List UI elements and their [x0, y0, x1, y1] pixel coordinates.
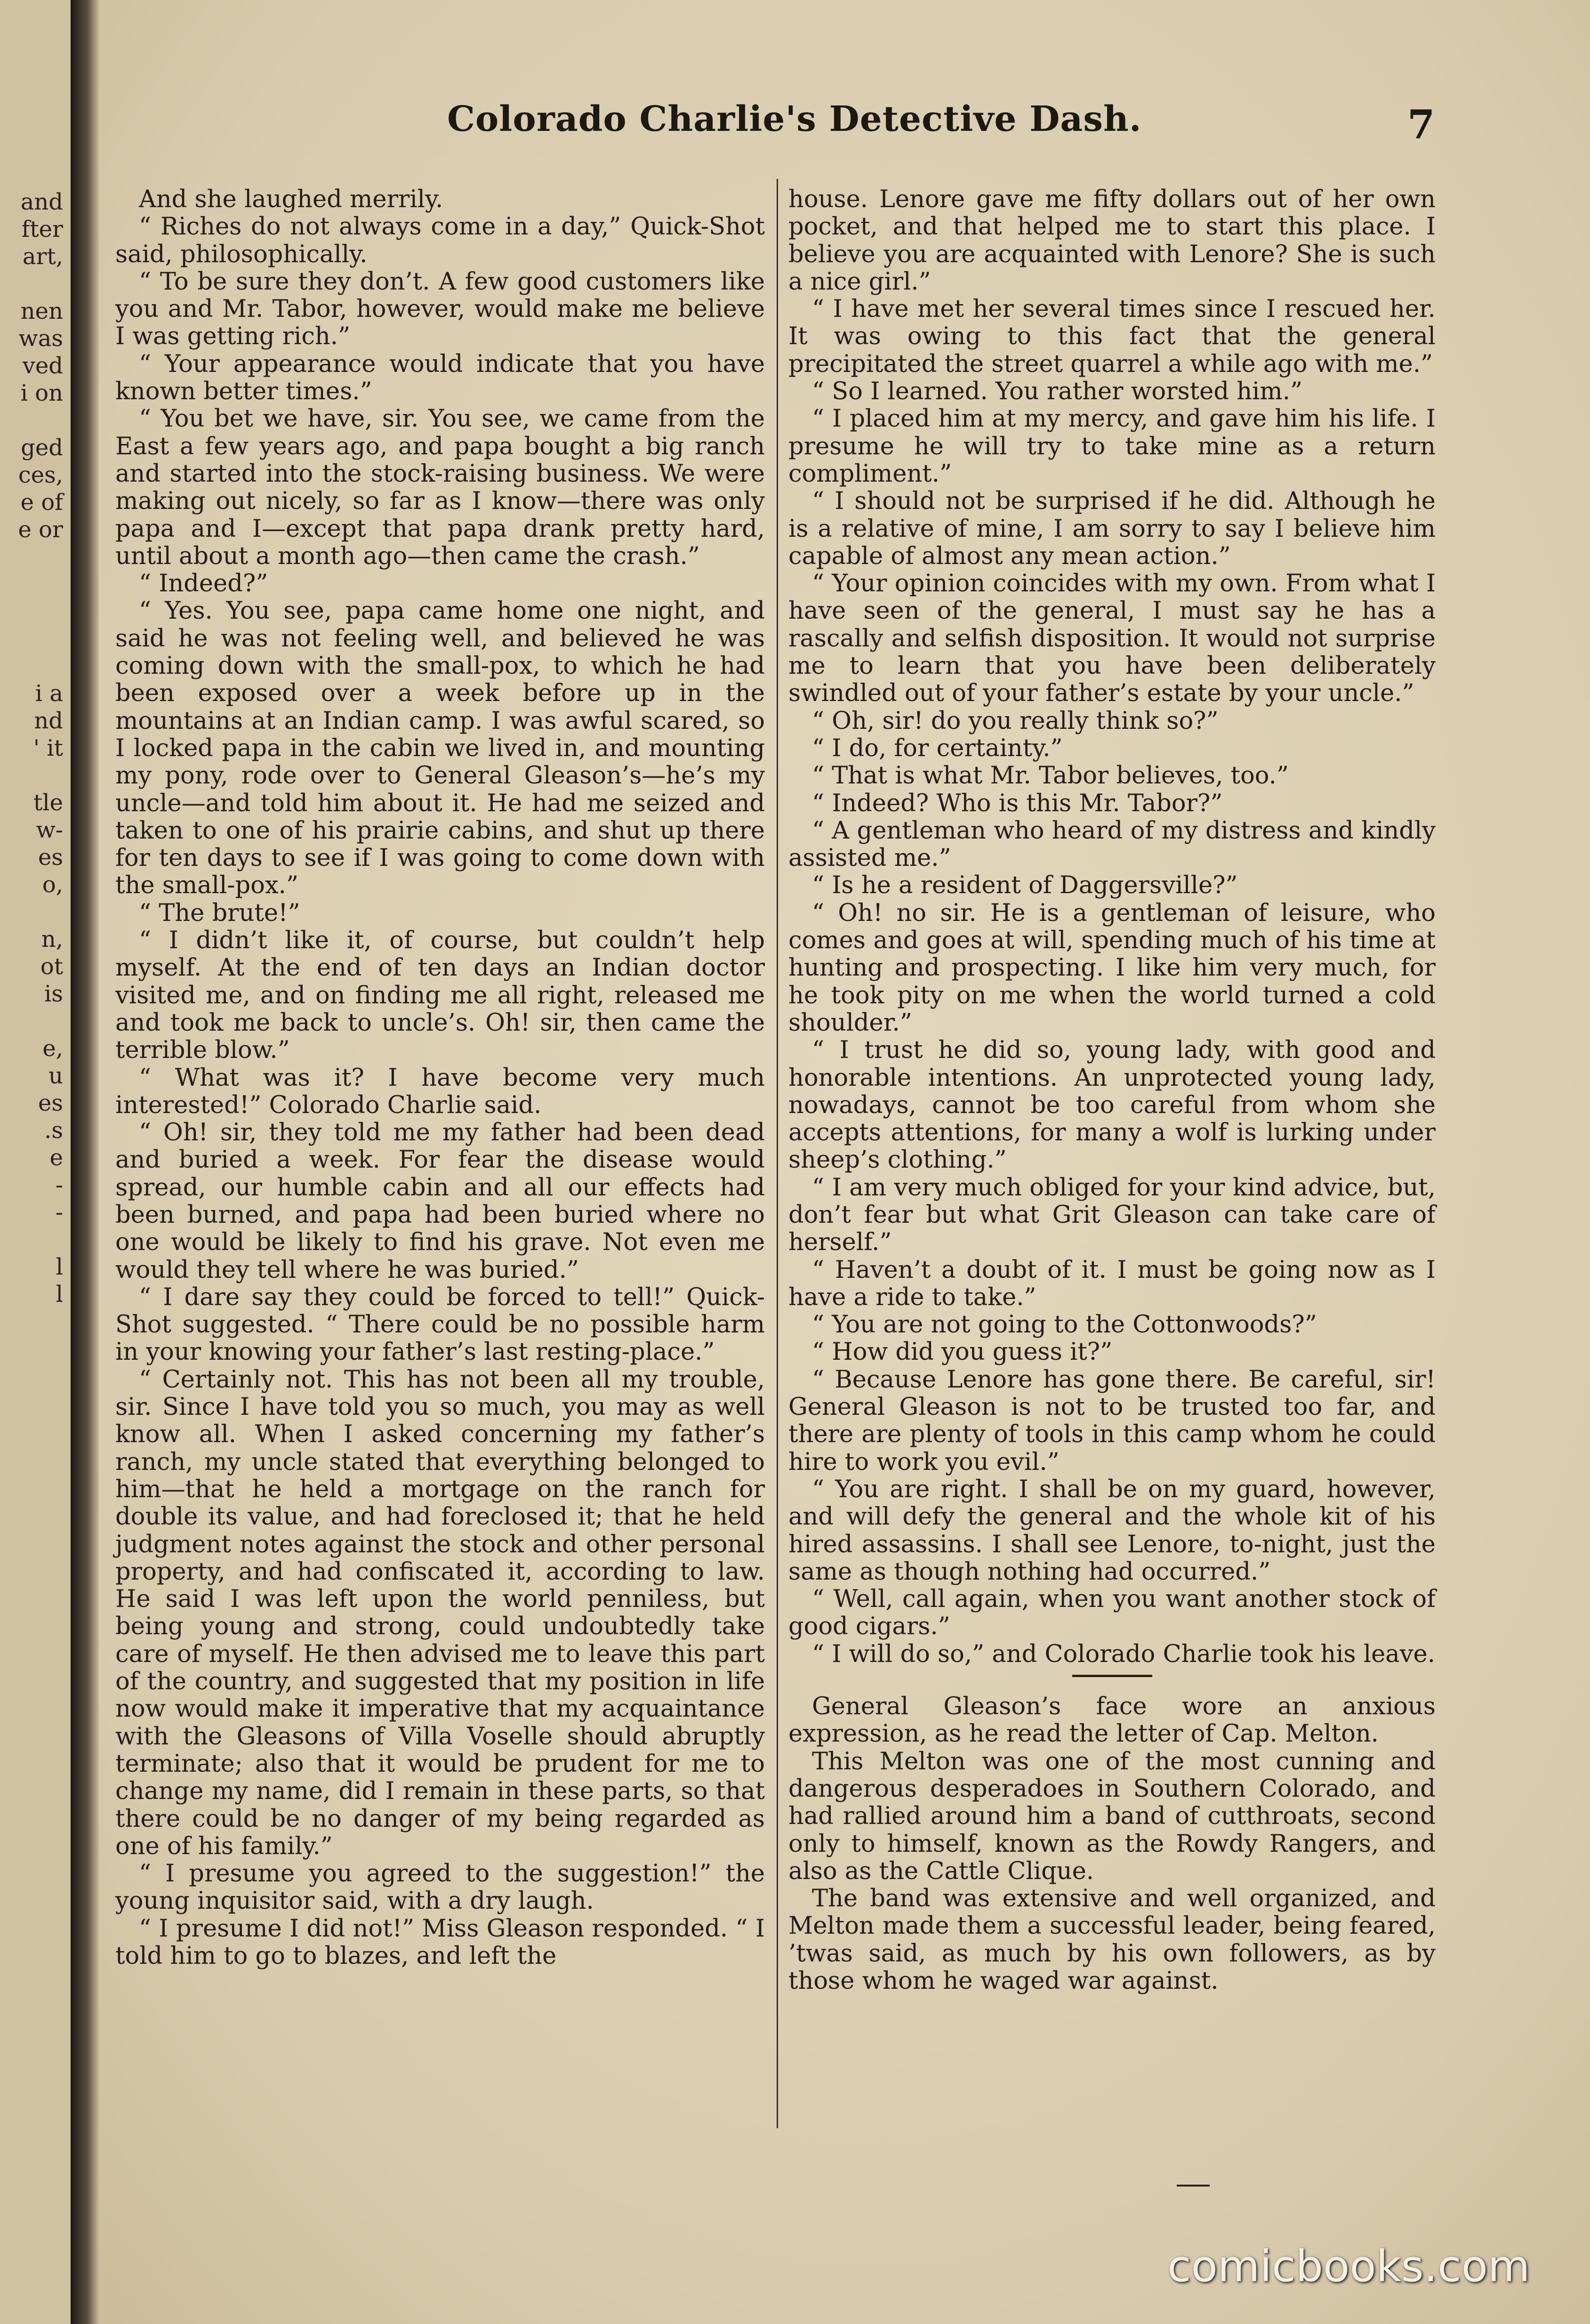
facing-page-fragment: n, — [41, 926, 63, 952]
paragraph: The band was extensive and well organized, and Melton made them a successful leader, being feared, ’twas said, as much by his own followers, as by those whom he waged war against. — [788, 1885, 1436, 1995]
paragraph: “ That is what Mr. Tabor believes, too.” — [812, 762, 1289, 790]
paragraph: “ Well, call again, when you want another stock of good cigars.” — [788, 1585, 1436, 1641]
paragraph: “ I dare say they could be forced to tell!” Quick-Shot suggested. “ There could be no possible harm in your knowing your father’s last resting-place.” — [115, 1283, 765, 1366]
section-separator — [1072, 1675, 1152, 1677]
paragraph: “ Is he a resident of Daggersville?” — [812, 872, 1238, 900]
paragraph: This Melton was one of the most cunning and dangerous desperadoes in Southern Colorado, and had rallied around him a band of cutthroats, second only to himself, known as the Rowdy Rangers, and also as the Cattle Clique. — [788, 1747, 1436, 1885]
paragraph: “ Because Lenore has gone there. Be careful, sir! General Gleason is not to be trusted too far, and there are plenty of tools in this camp whom he could hire to work you evil.” — [788, 1365, 1436, 1476]
facing-page-fragment: was — [18, 325, 63, 352]
paragraph: “ I trust he did so, young lady, with good and honorable intentions. An unprotected young lady, nowadays, cannot be too careful from whom she accepts attentions, for many a wolf is lurking under sheep’s clothing.” — [788, 1036, 1436, 1174]
book-gutter — [71, 0, 99, 2324]
facing-page-fragment: l — [56, 1281, 63, 1307]
facing-page-fragment: i on — [20, 380, 63, 406]
facing-page-fragment: l — [56, 1254, 63, 1280]
footer-dash — [1177, 2185, 1210, 2187]
facing-page-fragment: and — [20, 189, 63, 215]
facing-page-fragment: - — [55, 1199, 63, 1226]
facing-page-fragment: e, — [42, 1035, 63, 1062]
facing-page-fragment: tle — [33, 790, 63, 816]
paragraph: And she laughed merrily. — [139, 186, 443, 213]
facing-page-fragment: nen — [20, 298, 63, 324]
paragraph: “ Haven’t a doubt of it. I must be going now as I have a ride to take.” — [788, 1256, 1436, 1311]
facing-page-fragment: is — [44, 981, 63, 1007]
facing-page-fragment: e or — [18, 516, 63, 543]
paragraph: “ Your appearance would indicate that you have known better times.” — [115, 350, 765, 406]
paragraph: “ Oh! no sir. He is a gentleman of leisure, who comes and goes at will, spending much of his time at hunting and prospecting. I like him very much, for he took pity on me when the world turned a cold shoulder.” — [788, 899, 1436, 1037]
paragraph: “ You are right. I shall be on my guard, however, and will defy the general and the whole kit of his hired assassins. I shall see Lenore, to-night, just the same as though nothing had occurred.” — [788, 1475, 1436, 1586]
paragraph: “ Riches do not always come in a day,” Quick-Shot said, philosophically. — [115, 213, 765, 268]
running-header: Colorado Charlie's Detective Dash. — [447, 99, 1142, 139]
paragraph: “ I am very much obliged for your kind advice, but, don’t fear but what Grit Gleason can take care of herself.” — [788, 1173, 1436, 1257]
paragraph: “ The brute!” — [139, 899, 300, 927]
facing-page-fragment: .s — [44, 1117, 63, 1144]
paragraph: house. Lenore gave me fifty dollars out of her own pocket, and that helped me to start this place. I believe you are acquainted with Lenore? She is such a nice girl.” — [788, 186, 1436, 296]
paragraph: “ How did you guess it?” — [812, 1338, 1113, 1366]
paragraph: “ I should not be surprised if he did. Although he is a relative of mine, I am sorry to say I believe him capable of almost any mean action.” — [788, 487, 1436, 570]
facing-page-fragment: u — [48, 1063, 63, 1089]
paragraph: “ To be sure they don’t. A few good customers like you and Mr. Tabor, however, would make me believe I was getting rich.” — [115, 267, 765, 351]
paragraph: “ Indeed? Who is this Mr. Tabor?” — [812, 789, 1223, 817]
facing-page-fragment: ces, — [18, 462, 63, 488]
paragraph: General Gleason’s face wore an anxious expression, as he read the letter of Cap. Melton. — [788, 1693, 1436, 1748]
facing-page-fragment: art, — [22, 243, 63, 270]
paragraph: “ You bet we have, sir. You see, we came from the East a few years ago, and papa bought a big ranch and started into the stock-raising business. We were making out nicely, so far as I know—there was only papa and I—except that papa drank pretty hard, until about a month ago—then came the crash.” — [115, 405, 765, 570]
paragraph: “ Indeed?” — [139, 570, 268, 598]
paragraph: “ What was it? I have become very much interested!” Colorado Charlie said. — [115, 1064, 765, 1119]
facing-page-fragment: e — [49, 1145, 63, 1171]
paragraph: “ Certainly not. This has not been all my trouble, sir. Since I have told you so much, you may as well know all. When I asked concerning my father’s ranch, my uncle stated that everything belonged to him—that he held a mortgage on the ranch for double its value, and had foreclosed it; that he held judgment notes against the stock and other personal property, and had confiscated it, according to law. He said I was left upon the world penniless, but being young and strong, could undoubtedly take care of myself. He then advised me to leave this part of the country, and suggested that my position in life now would make it imperative that my acquaintance with the Gleasons of Villa Voselle should abruptly terminate; also that it would be prudent for me to change my name, did I remain in these parts, so that there could be no danger of my being regarded as one of his family.” — [115, 1365, 765, 1860]
paragraph: “ I do, for certainty.” — [812, 734, 1063, 762]
right-column-bottom — [788, 1693, 1436, 1995]
paragraph: “ I presume I did not!” Miss Gleason responded. “ I told him to go to blazes, and left the — [115, 1914, 765, 1970]
paragraph: “ Oh! sir, they told me my father had been dead and buried a week. For fear the disease would spread, our humble cabin and all our effects had been burned, and papa had been buried where no one would be likely to find his grave. Not even me would they tell where he was buried.” — [115, 1119, 765, 1284]
paragraph: “ Yes. You see, papa came home one night, and said he was not feeling well, and believed he was coming down with the small-pox, to which he had been exposed over a week before up in the mountains at an Indian camp. I was awful scared, so I locked papa in the cabin we lived in, and mounting my pony, rode over to General Gleason’s—he’s my uncle—and told him about it. He had me seized and taken to one of his prairie cabins, and shut up there for ten days to see if I was going to come down with the small-pox.” — [115, 597, 765, 900]
facing-page-fragment: es — [38, 1090, 63, 1116]
facing-page-fragment: ot — [40, 953, 63, 980]
facing-page-edge — [0, 0, 71, 2324]
page-number: 7 — [1407, 101, 1435, 148]
paragraph: “ Your opinion coincides with my own. From what I have seen of the general, I must say he has a rascally and selfish disposition. It would not surprise me to learn that you have been deliberately swindled out of your father’s estate by your uncle.” — [788, 570, 1436, 708]
paragraph: “ Oh, sir! do you really think so?” — [812, 707, 1219, 735]
paragraph: “ I didn’t like it, of course, but couldn’t help myself. At the end of ten days an Indian doctor visited me, and on finding me all right, released me and took me back to uncle’s. Oh! sir, then came the terrible blow.” — [115, 927, 765, 1065]
facing-page-fragment: ved — [22, 353, 63, 379]
facing-page-fragment: w- — [36, 817, 63, 843]
facing-page-fragment: o, — [42, 872, 63, 898]
facing-page-fragment: fter — [21, 216, 63, 242]
right-column-top — [788, 186, 1436, 1668]
paragraph: “ I will do so,” and Colorado Charlie took his leave. — [812, 1640, 1435, 1668]
watermark-text: comicbooks.com — [1167, 2241, 1530, 2292]
left-column — [115, 186, 765, 1970]
facing-page-fragment: ' it — [33, 735, 63, 761]
paragraph: “ A gentleman who heard of my distress and kindly assisted me.” — [788, 816, 1436, 872]
paragraph: “ I presume you agreed to the suggestion!” the young inquisitor said, with a dry laugh. — [115, 1860, 765, 1915]
facing-page-fragment: es — [38, 844, 63, 871]
paragraph: “ I placed him at my mercy, and gave him his life. I presume he will try to take mine as a return compliment.” — [788, 405, 1436, 488]
column-divider — [777, 179, 778, 2128]
facing-page-fragment: i a — [35, 680, 63, 707]
facing-page-fragment: e of — [20, 489, 63, 516]
facing-page-fragment: ged — [21, 435, 63, 461]
facing-page-fragment: nd — [34, 708, 63, 734]
paragraph: “ You are not going to the Cottonwoods?” — [812, 1311, 1317, 1339]
paragraph: “ I have met her several times since I rescued her. It was owing to this fact that the general precipitated the street quarrel a while ago with me.” — [788, 295, 1436, 378]
paragraph: “ So I learned. You rather worsted him.” — [812, 378, 1303, 406]
facing-page-fragment: - — [55, 1172, 63, 1198]
right-column — [788, 186, 1436, 1995]
